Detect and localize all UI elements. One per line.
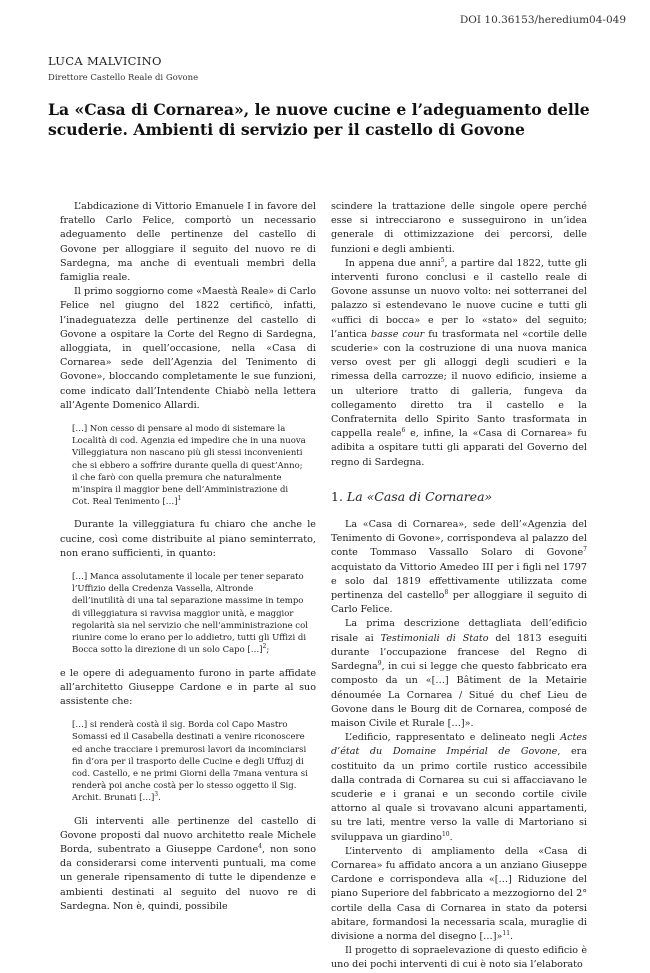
paragraph-text: , non sono da considerarsi come interventi puntuali, ma come un generale ripensamento di tutte le dipendenze e ambienti destinati al seguito del nuovo re di Sardegna. Non è, quindi, possibile (60, 843, 317, 912)
punctuation: ; (266, 645, 270, 656)
footnote-ref[interactable]: 6 (401, 427, 406, 435)
paragraph-text: del 1813 eseguiti durante l’occupazione francese del Regno di Sardegna (331, 632, 587, 673)
emphasis: basse cour (371, 328, 425, 340)
punctuation: . (158, 793, 161, 804)
footnote-ref[interactable]: 10 (441, 830, 450, 838)
paragraph: L’abdicazione di Vittorio Emanuele I in favore del fratello Carlo Felice, comportò un necessario adeguamento delle pertinenze del castello di Govone per alloggiare il seguito del nuovo re di Sardegna, ma anche di eventuali membri della famiglia reale. (60, 201, 316, 284)
paragraph-text: La «Casa di Cornarea», sede dell’«Agenzia del Tenimento di Govone», corrispondeva al palazzo del conte Tommaso Vassallo Solaro di Govone (331, 519, 587, 559)
paragraph: scindere la trattazione delle singole opere perché esse si intrecciarono e susseguirono in un’idea generale di ottimizzazione dei percorsi, delle funzioni e degli ambienti. (331, 201, 587, 255)
author-affiliation: Direttore Castello Reale di Govone (48, 73, 199, 83)
footnote-ref[interactable]: 3 (154, 791, 159, 799)
paragraph-text: La prima descrizione dettagliata dell’edificio risale ai (331, 618, 587, 644)
doi-label: DOI 10.36153/heredium04-049 (459, 14, 626, 26)
footnote-ref[interactable]: 5 (440, 256, 445, 264)
paragraph (331, 845, 587, 944)
paragraph (331, 731, 587, 845)
footnote-ref[interactable]: 8 (444, 588, 449, 596)
paragraph-text: per alloggiare il seguito di Carlo Felice. (331, 590, 587, 616)
footnote-ref[interactable]: 7 (583, 546, 587, 554)
section-title: La «Casa di Cornarea» (346, 488, 493, 504)
paragraph-text: . (510, 930, 514, 942)
paragraph-text: Gli interventi alle pertinenze del castello di Govone proposti dal nuovo architetto reale Michele Borda, subentrato a Giuseppe Cardone (60, 815, 316, 855)
paragraph-text: acquistato da Vittorio Amedeo III per i figli nel 1797 e solo dal 1819 effettivamente utilizzata come pertinenza del castello (331, 561, 587, 602)
paragraph (331, 617, 587, 731)
paragraph-text: In appena due anni (345, 257, 441, 269)
article-title: La «Casa di Cornarea», le nuove cucine e l’adeguamento delle scuderie. Ambienti di servizio per il castello di Govone (48, 100, 590, 139)
paragraph-text: , in cui si legge che questo fabbricato era composto da un «[…] Bâtiment de la Metairie dénoumée La Cornarea / Situé du chef Lieu de Govone dans le Bourg dit de Cornarea, composé de maison Civile et Rurale […]». (331, 661, 587, 729)
block-quote (72, 423, 308, 508)
quote-text: […] si renderà costà il sig. Borda col Capo Mastro Somassi ed il Casabella destinati a venire riconoscere ed anche tracciare i premurosi lavori da incominciarsi fin d’ora per il trasporto delle Cucine e degli Uffuzj di cod. Castello, e ne primi Giorni della 7mana ventura si renderà poi anche costà per lo stesso oggetto il Sig. Archit. Brunati […] (72, 720, 308, 804)
quote-text: […] Manca assolutamente il locale per tener separato l’Uffizio della Credenza Vassella, Altronde dell’inutilità di una tal separazione massime in tempo di villeggiatura si ravvisa maggior unità, e maggior regolarità sia nel servizio che nell’amministrazione col riunire come lo erano per lo addietro, tutti gli Uffizi di Bocca sotto la direzione di un solo Capo […] (72, 572, 308, 656)
section-number: 1. (331, 488, 343, 504)
paragraph-text: L’edificio, rappresentato e delineato negli (345, 732, 561, 744)
footnote-ref[interactable]: 9 (377, 659, 382, 667)
section-heading (331, 490, 587, 504)
paragraph-text: fu trasformata nel «cortile delle scuderie» con la costruzione di una nuova manica verso ovest per gli alloggi degli scudieri e la rimessa della carrozze; il nuovo edificio, insieme a un ulteriore tratto di galleria, fungeva da collegamento diretto tra il castello e la Confraternita dello Spirito Santo trasformata in cappella reale (331, 328, 587, 440)
footnote-ref[interactable]: 4 (258, 842, 262, 850)
paragraph-text: L’intervento di ampliamento della «Casa di Cornarea» fu affidato ancora a un anziano Giuseppe Cardone e corrispondeva alla «[…] Riduzione del piano Superiore del fabbricato a mezzogiorno del 2° cortile della Casa di Cornarea in stato da potersi abitare, formandosi la necessaria scala, muraglie di divisione a norma del disegno […]» (331, 845, 587, 942)
footnote-ref[interactable]: 11 (502, 929, 511, 937)
block-quote (72, 719, 308, 804)
footnote-ref[interactable]: 1 (177, 495, 182, 503)
paragraph (60, 815, 316, 914)
paragraph: Il primo soggiorno come «Maestà Reale» di Carlo Felice nel giugno del 1822 certificò, infatti, l’inadeguatezza delle pertinenze del castello di Govone a ospitare la Corte del Regno di Sardegna, alloggiata, in quell’occasione, nella «Casa di Cornarea» sede dell’Agenzia del Tenimento di Govone», bloccando completamente le sue funzioni, come indicato dall’Intendente Chiabò nella lettera all’Agente Domenico Allardi. (60, 286, 316, 411)
footnote-ref[interactable]: 2 (262, 643, 267, 651)
paragraph: e le opere di adeguamento furono in parte affidate all’architetto Giuseppe Cardone e in parte al suo assistente che: (60, 667, 316, 707)
paragraph-text: . (449, 831, 453, 843)
block-quote (72, 571, 308, 656)
emphasis: Actes d’état du Domaine Impérial de Govone (331, 732, 587, 758)
paragraph-text: , a partire dal 1822, tutte gli interventi furono conclusi e il castello reale di Govone assunse un nuovo volto: nei sotterranei del palazzo si estendevano le nuove cucine e tutti gli «uffici di bocca» e per lo «stato» del seguito; l’antica (331, 257, 587, 340)
paragraph-text: e, infine, la «Casa di Cornarea» fu adibita a ospitare tutti gli apparati del Governo del regno di Sardegna. (331, 428, 587, 468)
author-name: LUCA MALVICINO (48, 54, 162, 68)
left-column (60, 200, 316, 914)
paragraph (331, 518, 587, 617)
paragraph (331, 257, 587, 470)
right-column (331, 200, 587, 973)
paragraph: Il progetto di sopraelevazione di questo edificio è uno dei pochi interventi di cui è noto sia l’elaborato (331, 945, 587, 971)
paragraph: Durante la villeggiatura fu chiaro che anche le cucine, così come distribuite al piano seminterrato, non erano sufficienti, in quanto: (60, 519, 316, 559)
paragraph-text: , era costituito da un primo cortile rustico accessibile dalla contrada di Cornarea su cui si affacciavano le scuderie e i granai e un secondo cortile civile attorno al quale si trovavano alcuni appartamenti, su tre lati, mentre verso la valle di Martoriano si sviluppava un giardino (331, 746, 587, 843)
emphasis: Testimoniali di Stato (380, 632, 489, 644)
quote-text: […] Non cesso di pensare al modo di sistemare la Località di cod. Agenzia ed impedire che in una nuova Villeggiatura non nascano più gli stessi inconvenienti che si ebbero a soffrire durante quella di quest’Anno; il che farò con quella premura che naturalmente m’inspira il maggior bene dell’Amministrazione di Cot. Real Tenimento […] (72, 424, 306, 508)
